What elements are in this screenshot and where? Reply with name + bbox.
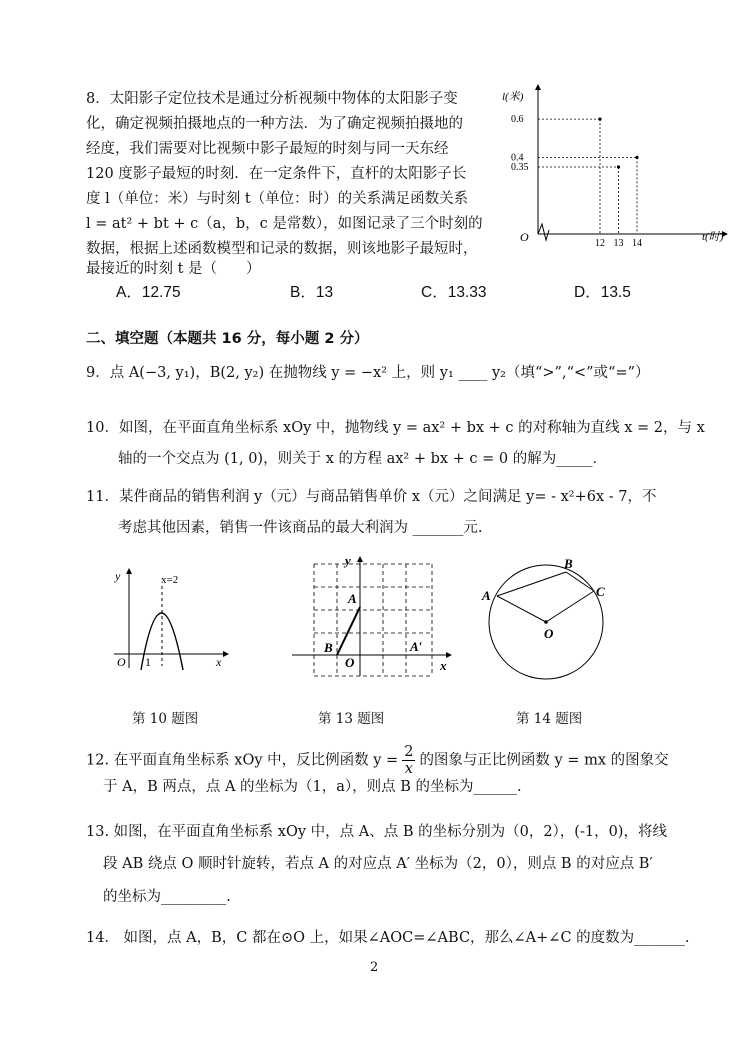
- data-point-2: [635, 156, 638, 159]
- figure-10: [108, 562, 234, 670]
- fig13-caption: 第 13 题图: [318, 711, 385, 727]
- y-tick-0.4: 0.4: [511, 152, 524, 164]
- q8-option-a: A．12.75: [116, 284, 181, 301]
- q8-line-2: 化，确定视频拍摄地点的一种方法．为了确定视频拍摄地的: [86, 116, 463, 132]
- fig10-origin-label: O: [117, 655, 126, 669]
- q12-post: 的图象与正比例函数 y = mx 的图象交: [419, 752, 669, 769]
- q12-line-2: 于 A，B 两点，点 A 的坐标为（1，a），则点 B 的坐标为______.: [103, 779, 522, 795]
- q11-line-1: 11．某件商品的销售利润 y（元）与商品销售单价 x（元）之间满足 y= - x²+6x - 7，不: [86, 489, 657, 505]
- q8-option-c: C．13.33: [421, 284, 487, 301]
- fig10-x-label: x: [216, 655, 222, 669]
- origin-label: O: [520, 230, 529, 244]
- fig14-center-o: O: [544, 626, 554, 641]
- fig14-caption: 第 14 题图: [516, 711, 583, 727]
- fig13-y-label: y: [345, 554, 351, 568]
- q11-line-2: 考虑其他因素，销售一件该商品的最大利润为 _______元.: [118, 520, 483, 536]
- x-tick-13: 13: [613, 238, 624, 249]
- data-point-1: [617, 165, 620, 168]
- q10-line-1: 10．如图，在平面直角坐标系 xOy 中，抛物线 y = ax² + bx + c 的对称轴为直线 x = 2，与 x: [86, 420, 705, 436]
- q14-text: 14． 如图，点 A，B，C 都在⊙O 上，如果∠AOC=∠ABC，那么∠A+∠C 的度数为_______.: [86, 930, 690, 946]
- fig13-point-b: B: [324, 640, 333, 655]
- fig14-point-a: A: [482, 588, 491, 603]
- fig13-point-a-prime: A′: [410, 639, 423, 654]
- q8-line-5: 度 l（单位：米）与时刻 t（单位：时）的关系满足函数关系: [86, 191, 469, 207]
- q8-line-1: 8．太阳影子定位技术是通过分析视频中物体的太阳影子变: [86, 91, 458, 107]
- q8-option-b: B．13: [290, 284, 334, 301]
- q12-line-1: [86, 744, 669, 777]
- figure-14: [478, 555, 626, 683]
- fig10-axis-label: x=2: [161, 574, 179, 586]
- q8-line-8: 最接近的时刻 t 是（ ）: [86, 261, 261, 277]
- fig14-point-b: B: [564, 556, 573, 571]
- y-tick-0.35: 0.35: [511, 161, 529, 173]
- x-axis-label: t(时): [702, 231, 724, 243]
- q13-line-2: 段 AB 绕点 O 顺时针旋转，若点 A 的对应点 A′ 坐标为（2，0），则点 B 的对应点 B′: [103, 856, 653, 872]
- q8-option-d: D．13.5: [574, 284, 631, 301]
- q8-line-6: l = at² + bt + c（a，b，c 是常数），如图记录了三个时刻的: [86, 216, 483, 232]
- fig13-point-a: A: [348, 591, 357, 606]
- dashed-grid: [314, 564, 432, 676]
- q9-text: 9．点 A(−3, y₁)，B(2, y₂) 在抛物线 y = −x² 上，则 y₁ ____ y₂（填“>”,“<”或“=”）: [86, 365, 650, 381]
- y-axis-label: l(米): [502, 91, 524, 103]
- fig13-x-label: x: [440, 658, 447, 673]
- q10-line-2: 轴的一个交点为 (1, 0)，则关于 x 的方程 ax² + bx + c = 0 的解为_____．: [118, 451, 607, 467]
- segment-ab: [337, 607, 360, 655]
- page-number: 2: [370, 960, 379, 975]
- axis-break-zigzag: [538, 224, 549, 240]
- fig10-caption: 第 10 题图: [132, 711, 199, 727]
- q13-line-3: 的坐标为_________.: [103, 889, 231, 905]
- q12-pre: 12. 在平面直角坐标系 xOy 中，反比例函数 y =: [86, 752, 399, 769]
- q13-line-1: 13. 如图，在平面直角坐标系 xOy 中，点 A、点 B 的坐标分别为（0，2），(-1，0)，将线: [86, 824, 667, 840]
- y-axis-arrow: [535, 84, 541, 90]
- q8-line-7: 数据，根据上述函数模型和记录的数据，则该地影子最短时，: [86, 241, 478, 257]
- fig14-point-c: C: [596, 584, 605, 599]
- fig10-y-label: y: [115, 569, 121, 583]
- q12-fraction-numerator: 2: [404, 744, 414, 760]
- x-tick-14: 14: [632, 238, 642, 249]
- fig13-origin-label: O: [345, 655, 355, 670]
- q12-fraction: [402, 744, 415, 777]
- fig10-one-label: 1: [145, 655, 151, 669]
- q8-line-3: 经度，我们需要对比视频中影子最短的时刻与同一天东经: [86, 141, 449, 157]
- data-point-0: [598, 118, 601, 121]
- figure-13: [288, 554, 456, 678]
- q12-fraction-denominator: x: [404, 761, 413, 777]
- y-tick-0.6: 0.6: [511, 114, 524, 126]
- x-tick-12: 12: [595, 238, 605, 249]
- q8-line-4: 120 度影子最短的时刻．在一定条件下，直杆的太阳影子长: [86, 166, 467, 182]
- q8-shadow-chart: [500, 80, 732, 252]
- section-title: 二、填空题（本题共 16 分，每小题 2 分）: [86, 331, 369, 347]
